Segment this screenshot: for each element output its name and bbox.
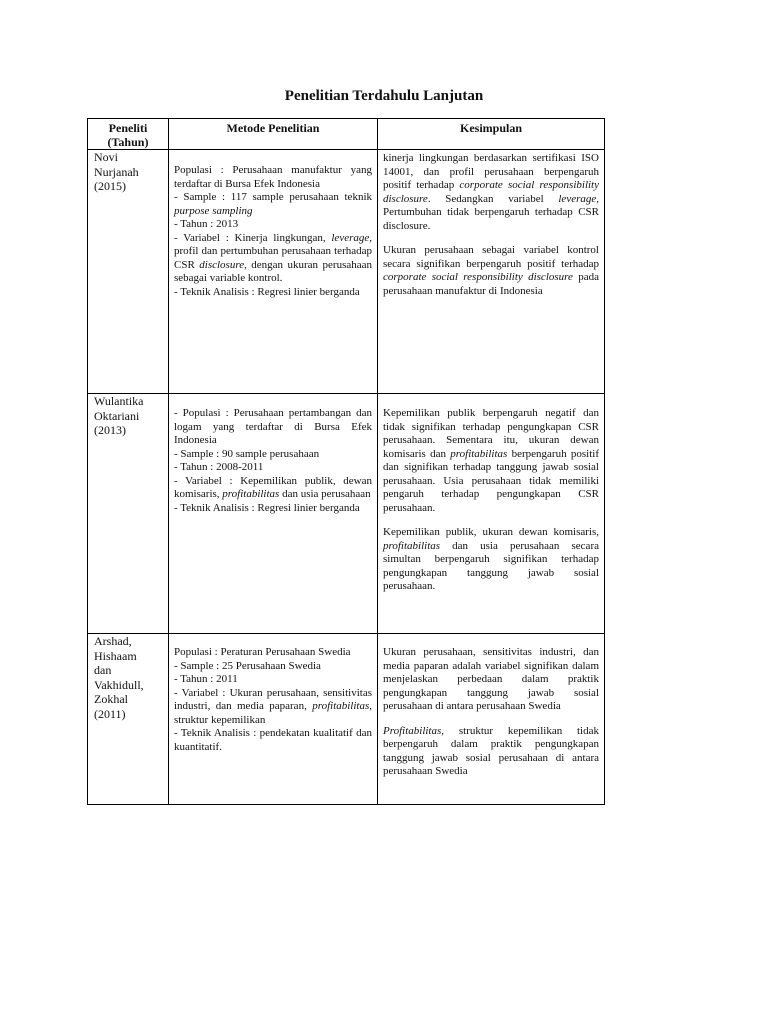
conclusion-paragraph-2: Profitabilitas, struktur kepemilikan tidak berpengaruh dalam praktik pengungkapan tanggung jawab sosial perusahaan di antara perusahaan Swedia — [383, 724, 599, 777]
conclusion-paragraph-2: Kepemilikan publik, ukuran dewan komisaris, profitabilitas dan usia perusahaan secara simultan berpengaruh signifikan terhadap pengungkapan tanggung jawab sosial perusahaan. — [383, 526, 599, 592]
header-peneliti-line2: (Tahun) — [107, 135, 149, 149]
method-sample: - Sample : 117 sample perusahaan teknik purpose sampling — [174, 191, 372, 217]
method-teknik: - Teknik Analisis : Regresi linier berganda — [174, 501, 360, 514]
header-metode: Metode Penelitian — [169, 119, 378, 150]
researcher-name-line: Novi — [94, 150, 118, 164]
researcher-name-line: Zokhal — [94, 692, 128, 706]
method-cell — [169, 394, 378, 634]
conclusion-paragraph-2: Ukuran perusahaan sebagai variabel kontrol secara signifikan berpengaruh positif terhadap corporate social responsibility disclosure pada perusahaan manufaktur di Indonesia — [383, 244, 600, 297]
researcher-name-line: Hishaam — [94, 648, 137, 663]
researcher-year: (2013) — [94, 423, 126, 437]
method-populasi: Populasi : Perusahaan manufaktur yang terdaftar di Bursa Efek Indonesia — [174, 164, 372, 190]
method-tahun: - Tahun : 2008-2011 — [174, 461, 264, 473]
table-row — [88, 150, 605, 394]
researcher-name-line: Nurjanah — [94, 164, 139, 179]
method-teknik: - Teknik Analisis : Regresi linier berganda — [174, 285, 360, 298]
researcher-cell — [88, 634, 169, 805]
method-populasi: - Populasi : Perusahaan pertambangan dan logam yang terdaftar di Bursa Efek Indonesia — [174, 407, 372, 446]
table-row — [88, 634, 605, 805]
researcher-year: (2015) — [94, 179, 126, 193]
researcher-name-line: Oktariani — [94, 408, 140, 423]
table-header-row — [88, 119, 605, 150]
method-populasi: Populasi : Peraturan Perusahaan Swedia — [174, 646, 351, 658]
method-teknik: - Teknik Analisis : pendekatan kualitatif dan kuantitatif. — [174, 727, 372, 753]
method-sample: - Sample : 90 sample perusahaan — [174, 447, 320, 460]
method-variabel: - Variabel : Kepemilikan publik, dewan komisaris, profitabilitas dan usia perusahaan — [174, 474, 372, 500]
conclusion-cell — [378, 634, 605, 805]
researcher-year: (2011) — [94, 706, 126, 721]
method-cell — [169, 634, 378, 805]
researcher-name-line: Wulantika — [94, 394, 144, 408]
researcher-cell — [88, 394, 169, 634]
conclusion-cell — [378, 394, 605, 634]
conclusion-paragraph-1: Kepemilikan publik berpengaruh negatif dan tidak signifikan terhadap pengungkapan CSR perusahaan. Sementara itu, ukuran dewan komisaris dan profitabilitas berpengaruh positif dan signifikan terhadap tanggung jawab sosial perusahaan. Usia perusahaan tidak memiliki pengaruh terhadap pengungkapan CSR perusahaan. — [383, 407, 599, 514]
research-table — [87, 118, 605, 805]
conclusion-paragraph-1: Ukuran perusahaan, sensitivitas industri, dan media paparan adalah variabel signifikan dalam menjelaskan perbedaan dalam praktik pengungkapan tanggung jawab sosial perusahaan di antara perusahaan Swedia — [383, 646, 599, 712]
method-variabel: - Variabel : Ukuran perusahaan, sensitivitas industri, dan media paparan, profitabilitas, struktur kepemilikan — [174, 686, 372, 726]
method-sample: - Sample : 25 Perusahaan Swedia — [174, 659, 321, 672]
table-row — [88, 394, 605, 634]
researcher-cell — [88, 150, 169, 394]
header-peneliti — [88, 119, 169, 150]
conclusion-paragraph-1: kinerja lingkungan berdasarkan sertifikasi ISO 14001, dan profil perusahaan berpengaruh positif terhadap corporate social responsibility disclosure. Sedangkan variabel leverage, Pertumbuhan tidak berpengaruh terhadap CSR disclosure. — [383, 152, 599, 232]
method-variabel: - Variabel : Kinerja lingkungan, leverage, profil dan pertumbuhan perusahaan terhadap CSR disclosure, dengan ukuran perusahaan sebagai variable kontrol. — [174, 231, 372, 284]
conclusion-cell — [378, 150, 605, 394]
method-tahun: - Tahun : 2011 — [174, 673, 238, 685]
researcher-name-line: dan — [94, 663, 112, 677]
header-kesimpulan: Kesimpulan — [378, 119, 605, 150]
researcher-name-line: Arshad, — [94, 634, 132, 648]
header-peneliti-line1: Peneliti — [108, 121, 148, 135]
method-tahun: - Tahun : 2013 — [174, 218, 239, 230]
method-cell — [169, 150, 378, 394]
researcher-name-line: Vakhidull, — [94, 677, 144, 692]
page-title: Penelitian Terdahulu Lanjutan — [284, 88, 484, 104]
